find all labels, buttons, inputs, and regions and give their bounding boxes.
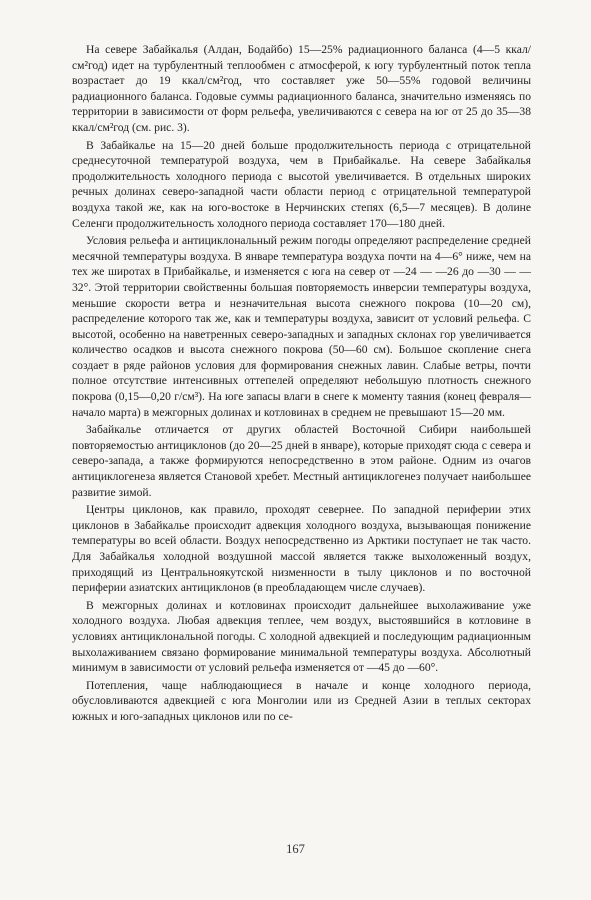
paragraph-intermontane-valleys: В межгорных долинах и котловинах происходит дальнейшее выхолаживание уже холодного воздуха. Любая адвекция теплее, чем воздух, выстоявшийся в котловине в условиях антициклональной погоды. С холодной адвекцией и последующим радиационным выхолаживанием связано формирование минимальной температуры воздуха. Абсолютный минимум в зависимости от условий рельефа изменяется от —45 до —60°. xyxy=(72,598,531,675)
body-text xyxy=(72,42,531,725)
paragraph-cold-period: В Забайкалье на 15—20 дней больше продолжительность периода с отрицательной среднесуточной температурой воздуха, чем в Прибайкалье. На севере Забайкалья продолжительность холодного периода с высотой увеличивается. В отдельных широких речных долинах северо-западной части области период с отрицательной температурой воздуха такой же, как на юго-востоке в Нерчинских степях (6,5—7 месяцев). В долине Селенги продолжительность холодного периода составляет 170—180 дней. xyxy=(72,138,531,230)
paragraph-anticyclones: Забайкалье отличается от других областей Восточной Сибири наибольшей повторяемостью антициклонов (до 20—25 дней в январе), которые приходят сюда с севера и северо-запада, а также формируются непосредственно в этом районе. Одним из очагов антициклогенеза является Становой хребет. Местный антициклогенез получает наибольшее развитие зимой. xyxy=(72,423,531,499)
paragraph-radiation-balance: На севере Забайкалья (Алдан, Бодайбо) 15—25% радиационного баланса (4—5 ккал/см²год) идет на турбулентный теплообмен с атмосферой, к югу турбулентный поток тепла возрастает до 19 ккал/см²год, что составляет уже 50—55% годовой величины радиационного баланса. Годовые суммы радиационного баланса, значительно изменяясь по территории в зависимости от форм рельефа, увеличиваются с севера на юг от 25 до 35—38 ккал/см²год (см. рис. 3). xyxy=(72,43,531,134)
paragraph-warming: Потепления, чаще наблюдающиеся в начале и конце холодного периода, обусловливаются адвекцией с юга Монголии или из Средней Азии в теплых секторах южных и юго-западных циклонов или по се- xyxy=(72,678,531,723)
page-number: 167 xyxy=(286,842,305,856)
paragraph-temperature-distribution: Условия рельефа и антициклональный режим погоды определяют распределение средней месячной температуры воздуха. В январе температура воздуха почти на 4—6° ниже, чем на тех же широтах в Прибайкалье, и изменяется с юга на север от —24 — —26 до —30 — —32°. Этой территории свойственны большая повторяемость инверсии температуры воздуха, меньшие скорости ветра и незначительная высота снежного покрова (10—20 см), распределение которого так же, как и температуры воздуха, зависит от условий рельефа. С высотой, особенно на наветренных северо-западных и западных склонах гор увеличивается количество осадков и высота снежного покрова (50—60 см). Большое скопление снега создает в ряде районов условия для формирования снежных лавин. Слабые ветры, почти полное отсутствие интенсивных оттепелей определяют небольшую плотность снежного покрова (0,15—0,20 г/см³). На юге запасы влаги в снеге к моменту таяния (конец февраля—начало марта) в межгорных долинах и котловинах в среднем не превышают 15—20 мм. xyxy=(72,234,531,419)
paragraph-cyclone-centers: Центры циклонов, как правило, проходят севернее. По западной периферии этих циклонов в Забайкалье происходит адвекция холодного воздуха, вызывающая понижение температуры во всей области. Воздух непосредственно из Арктики поступает не так часто. Для Забайкалья холодной воздушной массой является также выхоложенный воздух, приходящий из Центральноякутской низменности в тылу циклонов и по восточной периферии азиатских антициклонов (в преобладающем числе случаев). xyxy=(72,503,531,595)
